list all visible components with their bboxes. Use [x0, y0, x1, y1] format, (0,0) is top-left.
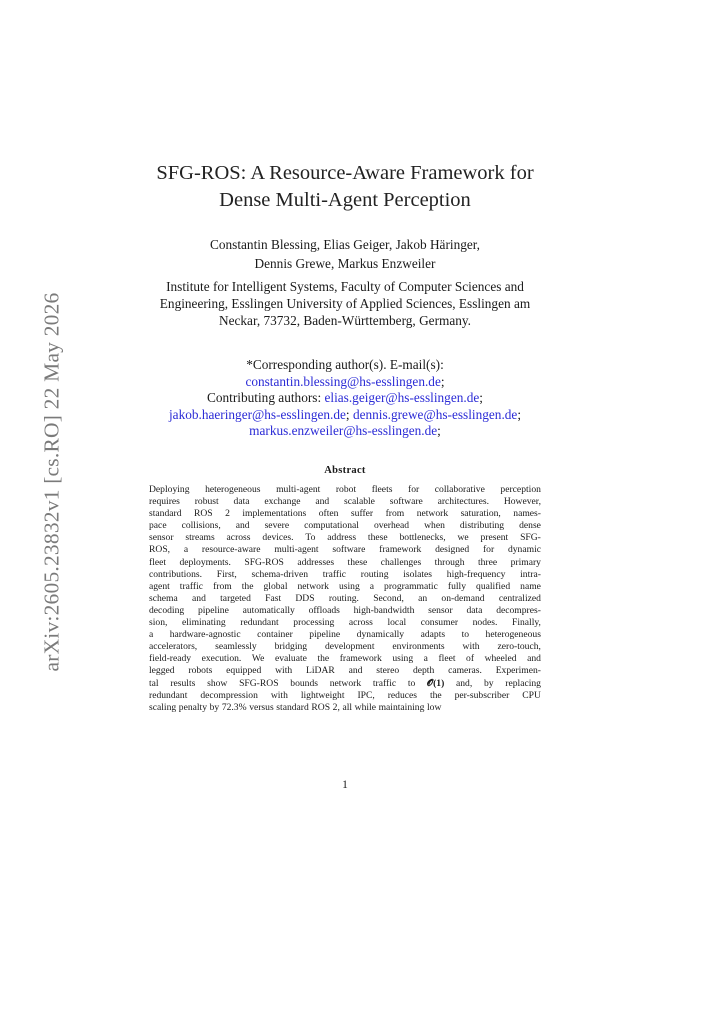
abstract-line: sensor streams across devices. To address these bottlenecks, we present SFG- [149, 532, 541, 544]
title-line: SFG-ROS: A Resource-Aware Framework for [156, 162, 534, 184]
abstract-line: a hardware-agnostic container pipeline dynamically adapts to heterogeneous [149, 629, 541, 641]
abstract-line: schema and targeted Fast DDS routing. Second, an on-demand centralized [149, 592, 541, 604]
abstract-line: pace collisions, and severe computational overhead when distributing dense [149, 520, 541, 532]
email-link[interactable]: markus.enzweiler@hs-esslingen.de [249, 423, 438, 439]
corresponding-email-line [0, 374, 690, 391]
email-line [0, 423, 690, 440]
abstract-line: agent traffic from the global network using a programmatic fully qualified name [149, 580, 541, 592]
abstract-line: decoding pipeline automatically offloads high-bandwidth sensor data decompres- [149, 604, 541, 616]
title-line: Dense Multi-Agent Perception [219, 189, 471, 211]
affiliation [0, 279, 690, 329]
email-separator: ; [437, 423, 441, 439]
corresponding-label: *Corresponding author(s). E-mail(s): [246, 357, 444, 372]
authors-line: Constantin Blessing, Elias Geiger, Jakob Häringer, [210, 237, 480, 252]
abstract-body [149, 484, 541, 714]
abstract-line: standard ROS 2 implementations often suffer from network saturation, names- [149, 508, 541, 520]
email-link[interactable]: jakob.haeringer@hs-esslingen.de [168, 406, 346, 422]
contributing-line [0, 390, 690, 407]
email-separator: ; [517, 406, 522, 422]
author-list [0, 236, 690, 273]
abstract-line: sion, eliminating redundant processing across local consumer nodes. Finally, [149, 617, 541, 629]
email-separator: ; [479, 390, 483, 406]
arxiv-identifier: arXiv:2605.23832v1 [cs.RO] 22 May 2026 [39, 292, 64, 672]
paper-title [0, 160, 690, 214]
email-separator: ; [345, 406, 350, 422]
affiliation-line: Institute for Intelligent Systems, Faculty of Computer Sciences and [166, 279, 524, 294]
abstract-line: redundant decompression with lightweight IPC, reduces the per-subscriber CPU [149, 689, 541, 701]
abstract-line: ROS, a resource-aware multi-agent software framework designed for dynamic [149, 544, 541, 556]
email-link[interactable]: dennis.grewe@hs-esslingen.de [352, 406, 518, 422]
abstract-line: contributions. First, schema-driven traffic routing isolates high-frequency intra- [149, 568, 541, 580]
abstract-line: field-ready execution. We evaluate the framework using a fleet of wheeled and [149, 653, 541, 665]
abstract-line: scaling penalty by 72.3% versus standard ROS 2, all while maintaining low [149, 701, 442, 713]
abstract-line: accelerators, seamlessly bridging development environments with zero-touch, [149, 641, 541, 653]
abstract-line: requires robust data exchange and scalable software architectures. However, [149, 496, 541, 508]
authors-line: Dennis Grewe, Markus Enzweiler [254, 255, 436, 271]
affiliation-line: Neckar, 73732, Baden-Württemberg, Germany. [218, 312, 472, 328]
contact-block [0, 357, 690, 440]
page-number: 1 [342, 779, 348, 791]
abstract-line: Deploying heterogeneous multi-agent robot fleets for collaborative perception [149, 484, 541, 495]
affiliation-line: Engineering, Esslingen University of Applied Sciences, Esslingen am [159, 295, 531, 311]
abstract-heading: Abstract [324, 465, 366, 476]
email-link[interactable]: constantin.blessing@hs-esslingen.de [245, 373, 441, 389]
email-link[interactable]: elias.geiger@hs-esslingen.de [324, 390, 480, 406]
abstract-line: fleet deployments. SFG-ROS addresses these challenges through three primary [149, 556, 541, 568]
abstract-line: legged robots equipped with LiDAR and stereo depth cameras. Experimen- [149, 665, 541, 677]
contributing-label: Contributing authors: [207, 390, 322, 406]
email-line [0, 407, 690, 424]
abstract-line: tal results show SFG-ROS bounds network traffic to 𝓞(1) and, by replacing [149, 677, 541, 689]
email-separator: ; [440, 373, 445, 389]
